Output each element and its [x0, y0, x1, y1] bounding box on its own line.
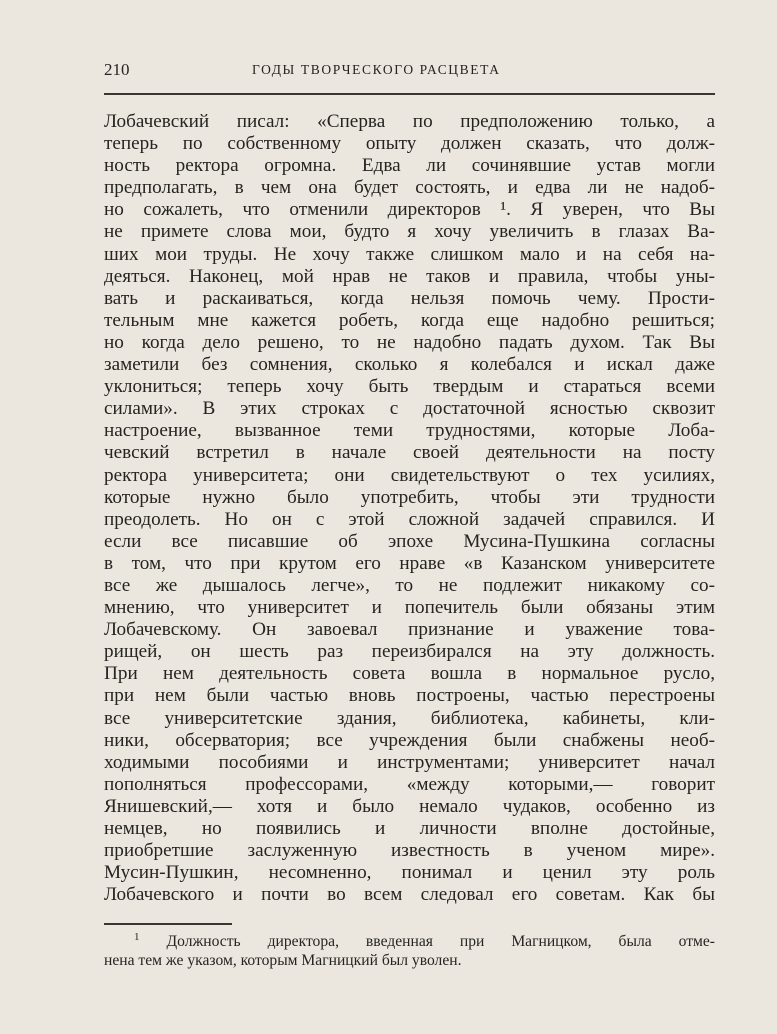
text-line: вать и раскаиваться, когда нельзя помочь чему. Прости-	[104, 287, 715, 309]
running-header	[104, 60, 714, 84]
text-line: тельным мне кажется робеть, когда еще надобно решиться;	[104, 309, 715, 331]
text-line: ходимыми пособиями и инструментами; университет начал	[104, 751, 715, 773]
text-line: Лобачевского и почти во всем следовал его советам. Как бы	[104, 884, 715, 906]
text-line: пополняться профессорами, «между которыми,— говорит	[104, 773, 715, 795]
text-line: все же дышалось легче», то не подлежит никакому со-	[104, 574, 715, 596]
text-line: Мусин-Пушкин, несомненно, понимал и ценил эту роль	[104, 862, 715, 884]
text-line: немцев, но появились и личности вполне достойные,	[104, 818, 715, 839]
text-line: мнению, что университет и попечитель были обязаны этим	[104, 597, 715, 619]
running-title: ГОДЫ ТВОРЧЕСКОГО РАСЦВЕТА	[252, 62, 501, 77]
text-line: настроение, вызванное теми трудностями, которые Лоба-	[104, 420, 715, 442]
text-line: теперь по собственному опыту должен сказать, что долж-	[104, 133, 715, 155]
text-line: заметили без сомнения, сколько я колебался и искал даже	[104, 354, 715, 376]
body-text	[104, 111, 715, 906]
text-line: ность ректора огромна. Едва ли сочинявшие устав могли	[104, 155, 715, 177]
text-line: уклониться; теперь хочу быть твердым и стараться всеми	[104, 376, 715, 398]
page-number: 210	[104, 60, 130, 79]
footnote-rule	[104, 923, 232, 925]
text-line: деяться. Наконец, мой нрав не таков и правила, чтобы уны-	[104, 265, 715, 287]
text-line: если все писавшие об эпохе Мусина-Пушкина согласны	[104, 530, 715, 552]
text-line: ших мои труды. Не хочу также слишком мало и на себя на-	[104, 243, 715, 265]
footnote-line: нена тем же указом, которым Магницкий был уволен.	[104, 952, 462, 969]
text-line: приобретшие заслуженную известность в ученом мире».	[104, 840, 715, 862]
text-line: при нем были частью вновь построены, частью перестроены	[104, 685, 715, 707]
footnote-marker: 1	[134, 930, 140, 943]
text-line: рищей, он шесть раз переизбирался на эту должность.	[104, 641, 715, 663]
text-line: но сожалеть, что отменили директоров ¹. Я уверен, что Вы	[104, 199, 715, 221]
text-line: но когда дело решено, то не надобно падать духом. Так Вы	[104, 331, 715, 353]
text-line: При нем деятельность совета вошла в нормальное русло,	[104, 663, 715, 685]
text-line: Лобачевскому. Он завоевал признание и уважение това-	[104, 619, 715, 641]
text-line: Лобачевский писал: «Сперва по предположению только, а	[104, 111, 715, 132]
text-line: силами». В этих строках с достаточной ясностью сквозит	[104, 398, 715, 420]
text-line: которые нужно было употребить, чтобы эти трудности	[104, 486, 715, 508]
text-line: Янишевский,— хотя и было немало чудаков, особенно из	[104, 795, 715, 817]
text-line: в том, что при крутом его нраве «в Казанском университете	[104, 552, 715, 574]
text-line: преодолеть. Но он с этой сложной задачей справился. И	[104, 508, 715, 530]
footnote-line	[104, 932, 715, 951]
text-line: все университетские здания, библиотека, кабинеты, кли-	[104, 707, 715, 729]
footnote	[104, 932, 715, 970]
text-line: не примете слова мои, будто я хочу увеличить в глазах Ва-	[104, 221, 715, 243]
text-line: ректора университета; они свидетельствуют о тех усилиях,	[104, 464, 715, 486]
footnote-text: Должность директора, введенная при Магницком, была отме-	[166, 933, 715, 950]
text-line: предполагать, в чем она будет состоять, и едва ли не надоб-	[104, 177, 715, 199]
text-line: чевский встретил в начале своей деятельности на посту	[104, 442, 715, 464]
header-rule	[104, 93, 715, 95]
text-line: ники, обсерватория; все учреждения были снабжены необ-	[104, 729, 715, 751]
